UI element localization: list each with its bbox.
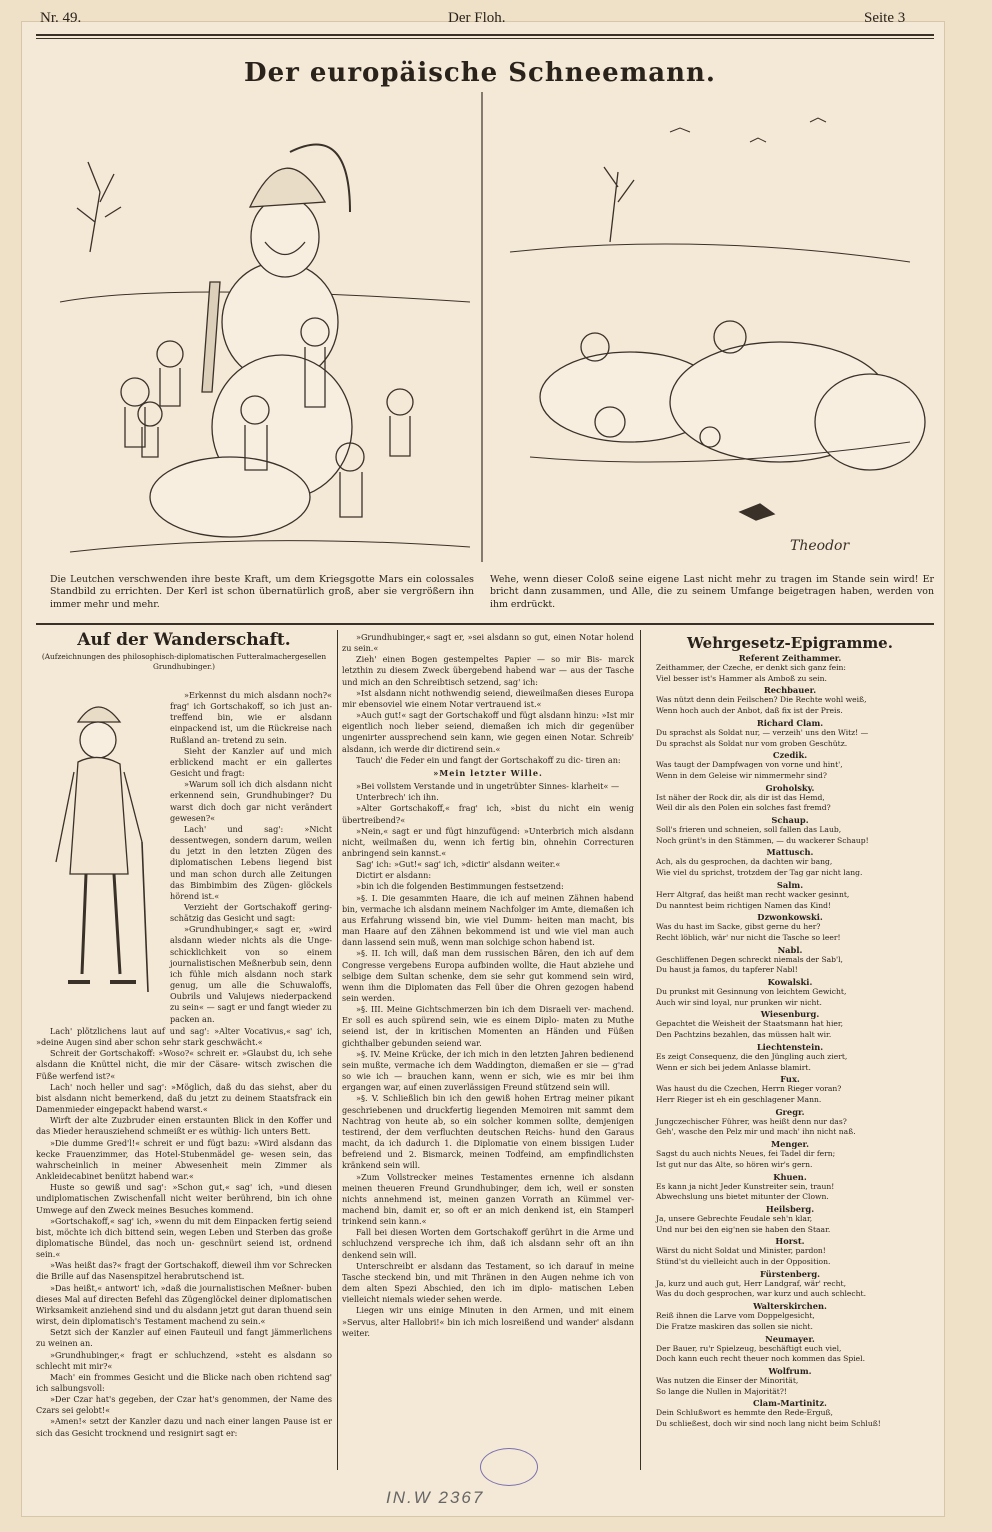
- paragraph: Zieh' einen Bogen gestempeltes Papier — so mir Bis- marck letzthin zu diesem Zweck übergebend habend war — aus der Tasche und mich an den Schreibtisch setzend, sag' ich:: [342, 654, 634, 687]
- header-rule: [36, 34, 934, 36]
- article-column-1: [36, 630, 332, 671]
- epigram-heading: Schaup.: [771, 815, 809, 826]
- paragraph: »Erkennst du mich alsdann noch?« frag' ich Gortschakoff, so ich just an- treffend bin, wie er alsdann einpackend ist, um die Rückreise nach Rußland an- tretend zu sein.: [170, 690, 332, 745]
- article-column-2: [342, 632, 634, 1339]
- epigrams-column: [646, 634, 934, 1430]
- paragraph: »Auch gut!« sagt der Gortschakoff und fügt alsdann hinzu: »Ist mir eigentlich noch lieber seiend, diemaßen ich mich dir gegenüber ungenirter aussprechend sein kann, wie gegen einen Notar. Schreib' alsdann, ich werde dir dictirend sein.«: [342, 710, 634, 754]
- epigram-line: Wenn hoch auch der Anbot, daß fix ist der Preis.: [656, 706, 843, 716]
- epigram-line: Was du doch gesprochen, war kurz und auch schlecht.: [656, 1289, 867, 1299]
- paragraph: »§. III. Meine Gichtschmerzen bin ich dem Disraeli ver- machend. Er soll es auch spürend sein, wie es einem Diplo- maten zu Muthe seiend ist, der in kritischen Momenten an Händen und Füßen gichthalber gebunden seiend war.: [342, 1004, 634, 1048]
- epigram-line: Abwechslung uns bietet mitunter der Clown.: [656, 1192, 829, 1202]
- paragraph: Verzieht der Gortschakoff gering- schätzig das Gesicht und sagt:: [170, 901, 332, 924]
- epigram-line: Soll's frieren und schneien, soll fallen das Laub,: [656, 825, 842, 835]
- paragraph: »Nein,« sagt er und fügt hinzufügend: »Unterbrich mich alsdann nicht, weilmaßen du, wenn ich fertig bin, ohnehin Correcturen anbringend sein kannst.«: [342, 825, 634, 858]
- column-rule-2: [640, 630, 641, 1470]
- epigram-heading: Rechbauer.: [763, 685, 817, 696]
- epigram-line: Ja, kurz und auch gut, Herr Landgraf, wär' recht,: [656, 1278, 846, 1288]
- epigram-line: Den Pachtzins bezahlen, das müssen halt wir.: [656, 1030, 832, 1040]
- epigram-line: Geschliffenen Degen schreckt niemals der Sab'l,: [656, 954, 843, 964]
- paragraph: Lach' und sag': »Nicht dessentwegen, sondern darum, weilen du jetzt in den letzten Zügen des diplomatischen Lebens liegend bist und man schon durch alle Zeitungen das Bimbimbim des Zügen- glöckels hörend ist.«: [170, 823, 332, 901]
- paragraph: »Grundhubinger,« fragt er schluchzend, »steht es alsdann so schlecht mit mir?«: [36, 1349, 332, 1371]
- epigram-line: Du prunkst mit Gesinnung von leichtem Gewicht,: [656, 987, 847, 997]
- paragraph: Sieht der Kanzler auf und mich erblickend macht er ein gallertes Gesicht und fragt:: [170, 745, 332, 779]
- paragraph: Mach' ein frommes Gesicht und die Blicke nach oben richtend sag' ich salbungsvoll:: [36, 1371, 332, 1393]
- library-stamp: [480, 1448, 538, 1486]
- paragraph: Liegen wir uns einige Minuten in den Armen, und mit einem »Servus, alter Hallobri!« bin ich mich losreißend und wander' alsdann weiter.: [342, 1305, 634, 1338]
- paragraph: Huste so gewiß und sag': »Schon gut,« sag' ich, »und diesen undiplomatischen Zwischenfall nicht weiter berührend, bin ich ohne Umwege auf den Zweck meines Besuches kommend.: [36, 1182, 332, 1215]
- paragraph: »Die dumme Gred'l!« schreit er und fügt bazu: »Wird alsdann das kecke Frauenzimmer, das Hotel-Stubenmädel ge- wesen sein, das wahrscheinlich in meiner Abwesenheit mein Zimmer als Ankleidecabinet benützt habend war.«: [36, 1137, 332, 1182]
- epigram-heading: Clam-Martinitz.: [753, 1398, 827, 1409]
- epigram-line: Geh', wasche den Pelz mir und mach' ihn nicht naß.: [656, 1127, 856, 1137]
- epigram-line: Wenn in dem Geleise wir nimmermehr sind?: [656, 770, 827, 780]
- column-rule-1: [337, 630, 338, 1470]
- paragraph: »Grundhubinger,« sagt er, »sei alsdann so gut, einen Notar holend zu sein.«: [342, 632, 634, 654]
- epigrams-title: Wehrgesetz-Epigramme.: [687, 634, 893, 652]
- paragraph: »Amen!« setzt der Kanzler dazu und nach einer langen Pause ist er sich das Gesicht trocknend und resignirt sagt er:: [36, 1416, 332, 1438]
- artist-signature: Theodor: [790, 538, 850, 554]
- paragraph: Tauch' die Feder ein und fangt der Gortschakoff zu dic- tiren an:: [356, 754, 621, 765]
- epigram-list: [646, 653, 934, 1430]
- paragraph: »Was heißt das?« fragt der Gortschakoff, dieweil ihm vor Schrecken die Brille auf das Nasenspitzel herabrutschend ist.: [36, 1260, 332, 1282]
- epigram-line: Was du hast im Sacke, gibst gerne du her?: [656, 922, 821, 932]
- epigram-line: So lange die Nullen in Majorität?!: [656, 1386, 787, 1396]
- left-panel-drawing: [60, 145, 470, 553]
- epigram-line: Jungczechischer Führer, was heißt denn nur das?: [656, 1116, 847, 1126]
- epigram-heading: Fux.: [780, 1074, 800, 1085]
- paragraph: »§. V. Schließlich bin ich den gewiß hohen Ertrag meiner pikant geschriebenen und druckfertig liegenden Memoiren mit sammt dem Nachtrag von heute ab, so ein solcher kommen sollte, demjenigen testirend, der dem verfluchten deutschen Reichs- hund den Garaus macht, da ich dadurch 1. die Diplomatie von einem bissigen Luder befreiend und 2. Bismarck, meinen Todfeind, am empfindlichsten kränkend sein will.: [342, 1093, 634, 1171]
- epigram-line: Was nutzen die Einser der Minorität,: [656, 1375, 799, 1385]
- epigram-heading: Fürstenberg.: [759, 1268, 821, 1279]
- paper-name: Der Floh.: [448, 10, 506, 26]
- epigram-line: Viel besser ist's Hammer als Amboß zu sein.: [656, 673, 827, 683]
- paragraph: »§. IV. Meine Krücke, der ich mich in den letzten Jahren bedienend sein mußte, vermache ich dem Waddington, diemaßen er sie — g'rad so wie ich — brauchen kann, wenn er sich, wie es mir bei ihm ergangen war, auf einen zuverlässigen Freund stützend sein will.: [342, 1048, 634, 1093]
- epigram-heading: Horst.: [775, 1236, 805, 1247]
- epigram-heading: Groholsky.: [765, 782, 815, 793]
- epigram-heading: Mattusch.: [766, 847, 814, 858]
- paragraph: Setzt sich der Kanzler auf einen Fauteuil und fangt jämmerlichens zu weinen an.: [36, 1327, 332, 1349]
- epigram-line: Der Bauer, ru'r Spielzeug, beschäftigt euch viel,: [656, 1343, 842, 1353]
- epigram-heading: Nabl.: [777, 944, 803, 955]
- caption-right: Wehe, wenn dieser Coloß seine eigene Last nicht mehr zu tragen im Stande sein wird! Er bricht dann zusammen, und Alle, die zu seinem Umfange beigetragen haben, werden von ihm erdrückt.: [490, 574, 934, 610]
- epigram-heading: Salm.: [776, 879, 804, 890]
- article-title: Auf der Wanderschaft.: [77, 630, 291, 650]
- epigram-line: Was nützt denn dein Feilschen? Die Rechte wohl weiß,: [656, 695, 867, 705]
- epigram-heading: Khuen.: [773, 1171, 807, 1182]
- paragraph: »Ist alsdann nicht nothwendig seiend, dieweilmaßen dieses Europa mir ebensoviel wie einem Notar vertrauend ist.«: [342, 687, 634, 709]
- page-number: Seite 3: [864, 10, 906, 26]
- paragraph: »Alter Gortschakoff,« frag' ich, »bist du nicht ein wenig übertreibend?«: [342, 803, 634, 825]
- article-col1-top: [170, 690, 332, 1025]
- paragraph: »Gortschakoff,« sag' ich, »wenn du mit dem Einpacken fertig seiend bist, möchte ich dich bittend sein, wegen Leben und Sterben das große diplomatische Bündel, das noch un- geschnürt seiend ist, ordnend sein.«: [36, 1215, 332, 1260]
- epigram-line: Herr Rieger ist eh ein geschlagener Mann.: [656, 1094, 822, 1104]
- paragraph: Lach' plötzlichens laut auf und sag': »Alter Vocativus,« sag' ich, »deine Augen sind aber schon sehr stark geschwächt.«: [36, 1026, 332, 1048]
- epigram-line: Weil dir als den Polen ein solches fast fremd?: [656, 803, 831, 813]
- paragraph: »Zum Vollstrecker meines Testamentes ernenne ich alsdann meinen theueren Freund Grundhubinger, dem ich, weil er sonsten nichts annehmend ist, meinen ganzen Vorrath an Kümmel ver- machend bin, damit er, so oft er an mich denkend ist, ein Stamperl trinkend sein kann.«: [342, 1171, 634, 1227]
- paragraph: »Das heißt,« antwort' ich, »daß die journalistischen Meßner- buben dieses Mal auf directen Befehl das Zügenglöckel deiner diplomatischen Wirksamkeit anziehend sind und du alsdann jetzt gut daran thuend sein wirst, dein diplomatisch's Testament machend zu sein.«: [36, 1282, 332, 1327]
- epigram-line: Du schließest, doch wir sind noch lang nicht beim Schluß!: [656, 1419, 881, 1429]
- epigram-line: Was taugt der Dampfwagen von vorne und hint',: [656, 760, 843, 770]
- header-rule-thin: [36, 38, 934, 39]
- paragraph: Dictirt er alsdann:: [356, 870, 432, 881]
- epigram-line: Zeithammer, der Czeche, er denkt sich ganz fein:: [656, 663, 846, 672]
- epigram-line: Was haust du die Czechen, Herrn Rieger voran?: [656, 1084, 842, 1094]
- epigram-line: Und nur bei den eig'nen sie haben den Staar.: [656, 1224, 831, 1234]
- epigram-line: Herr Altgraf, das heißt man recht wacker gesinnt,: [656, 889, 850, 899]
- inventory-number: IN.W 2367: [386, 1488, 485, 1507]
- issue-number: Nr. 49.: [40, 10, 82, 26]
- paragraph: »§. II. Ich will, daß man dem russischen Bären, den ich auf dem Congresse vergebens Europa aufbinden wollte, die Haut abziehe und selbige dem Sultan schenke, dem sie sehr gut kommend sein wird, wenn ihm die Diplomaten das Fell über die Ohren gezogen habend sein werden.: [342, 948, 634, 1003]
- paragraph: Schreit der Gortschakoff: »Woso?« schreit er. »Glaubst du, ich sehe alsdann die Knüttel nicht, die mir der Cäsare- witsch zwischen die Füße werfend ist?«: [36, 1048, 332, 1081]
- epigram-heading: Wiesenburg.: [760, 1009, 820, 1020]
- epigram-heading: Czedik.: [772, 750, 808, 761]
- epigram-heading: Richard Clam.: [756, 717, 824, 728]
- section-rule: [36, 623, 934, 625]
- paragraph: Unterbrech' ich ihn.: [356, 792, 439, 803]
- epigram-line: Ist näher der Rock dir, als dir ist das Hemd,: [656, 792, 825, 802]
- epigram-heading: Kowalski.: [767, 977, 813, 988]
- epigram-heading: Liechtenstein.: [756, 1041, 824, 1052]
- epigram-line: Es zeigt Consequenz, die den Jüngling auch ziert,: [656, 1051, 848, 1061]
- epigram-line: Du sprachst als Soldat nur vom groben Geschütz.: [656, 738, 848, 748]
- wanderer-illustration: [38, 692, 164, 1014]
- paragraph: »Grundhubinger,« sagt er, »wird alsdann wieder nichts als die Unge- schicklichkeit von so einem journalistischen Meßnerbub sein, denn ich fühle mich alsdann noch stark genug, um alle die Schuwaloffs, Oubrils und Valujews niederpackend zu sein« — sagt er und fangt wieder zu packen an.: [170, 924, 332, 1024]
- epigram-line: Die Fratze maskiren das sollen sie nicht.: [656, 1321, 813, 1331]
- epigram-line: Du haust ja famos, du tapferer Nabl!: [656, 965, 798, 975]
- testament-heading: »Mein letzter Wille.: [433, 767, 543, 778]
- paragraph: »bin ich die folgenden Bestimmungen festsetzend:: [356, 881, 564, 892]
- epigram-heading: Menger.: [770, 1139, 810, 1150]
- epigram-line: Wärst du nicht Soldat und Minister, pardon!: [656, 1246, 826, 1256]
- epigram-heading: Gregr.: [775, 1106, 805, 1117]
- right-panel-drawing: [510, 118, 925, 520]
- article-subtitle: (Aufzeichnungen des philosophisch-diplomatischen Futteralmachergesellen Grundhubinger.): [41, 652, 327, 671]
- epigram-line: Noch grünt's in den Stämmen, — du wackerer Schaup!: [656, 835, 869, 845]
- epigram-line: Gepachtet die Weisheit der Staatsmann hat hier,: [656, 1019, 844, 1029]
- epigram-line: Wenn er sich bei jedem Anlasse blamirt.: [656, 1062, 811, 1072]
- epigram-line: Du nanntest beim richtigen Namen das Kind!: [656, 900, 832, 910]
- epigram-heading: Dzwonkowski.: [757, 912, 823, 923]
- paragraph: Wirft der alte Zuzbruder einen erstaunten Blick in den Koffer und das Mieder herausziehend schmeißt er es wüthig- lich unters Bett.: [36, 1115, 332, 1137]
- epigram-line: Ach, als du gesprochen, da dachten wir bang,: [656, 857, 833, 867]
- epigram-heading: Referent Zeithammer.: [738, 653, 842, 663]
- paragraph: »Warum soll ich dich alsdann nicht erkennend sein, Grundhubinger? Du warst dich doch gar nicht verändert gewesen?«: [170, 779, 332, 823]
- paragraph: »§. I. Die gesammten Haare, die ich auf meinen Zähnen habend bin, vermache ich alsdann meinem Nachfolger im Amte, diemaßen ich aus Erfahrung wissend bin, wie viel Dumm- heiten man macht, bis man Haare auf den Zähnen bekommend ist und wie viel man auch dann lassend sein muß, wenn man solchige schon habend ist.: [342, 892, 634, 948]
- paragraph: »Der Czar hat's gegeben, der Czar hat's genommen, der Name des Czars sei gelobt!«: [36, 1394, 332, 1416]
- paragraph: Sag' ich: »Gut!« sag' ich, »dictir' alsdann weiter.«: [356, 859, 561, 870]
- paragraph: »Bei vollstem Verstande und in ungetrübter Sinnes- klarheit« —: [356, 781, 620, 792]
- epigram-heading: Neumayer.: [765, 1333, 815, 1344]
- epigram-line: Stünd'st du vielleicht auch in der Opposition.: [656, 1257, 831, 1267]
- epigram-line: Reiß ihnen die Larve vom Doppelgesicht,: [656, 1311, 815, 1321]
- cartoon-illustration: [50, 92, 930, 562]
- epigram-line: Du sprachst als Soldat nur, — verzeih' uns den Witz! —: [656, 727, 869, 737]
- caption-left: Die Leutchen verschwenden ihre beste Kraft, um dem Kriegsgotte Mars ein colossales Standbild zu errichten. Der Kerl ist schon übernatürlich groß, aber sie vergrößern ihn immer mehr und mehr.: [50, 574, 474, 610]
- epigram-line: Dein Schlußwort es hemmte den Rede-Erguß,: [656, 1408, 833, 1418]
- epigram-line: Ja, unsere Gebrechte Feudale seh'n klar,: [656, 1213, 813, 1223]
- epigram-heading: Heilsberg.: [765, 1203, 815, 1214]
- cartoon-title: Der europäische Schneemann.: [244, 58, 716, 88]
- epigram-line: Es kann ja nicht Jeder Kunstreiter sein, traun!: [656, 1181, 835, 1191]
- article-col1-bottom: [36, 1026, 332, 1439]
- paragraph: Fall bei diesen Worten dem Gortschakoff gerührt in die Arme und schluchzend verspreche ich ihm, daß ich alsdann sehr oft an ihn denkend sein will.: [342, 1227, 634, 1260]
- paragraph: Lach' noch heller und sag': »Möglich, daß du das siehst, aber du bist alsdann nicht bemerkend, daß du jetzt zu deinem Staatsfrack ein Damenmieder eingepackt habend warst.«: [36, 1081, 332, 1115]
- epigram-line: Ist gut nur das Alte, so hören wir's gern.: [656, 1159, 813, 1169]
- epigram-line: Auch wir sind loyal, nur prunken wir nicht.: [656, 997, 822, 1007]
- epigram-line: Sagst du auch nichts Neues, fei Tadel dir fern;: [656, 1149, 836, 1159]
- epigram-line: Doch kann euch recht theuer noch kommen das Spiel.: [656, 1354, 866, 1364]
- epigram-line: Recht löblich, wär' nur nicht die Tasche so leer!: [656, 932, 841, 942]
- epigram-line: Wie viel du sprichst, trotzdem der Tag gar nicht lang.: [656, 868, 863, 878]
- epigram-heading: Walterskirchen.: [753, 1301, 827, 1312]
- paragraph: Unterschreibt er alsdann das Testament, so ich darauf in meine Tasche steckend bin, und mit Thränen in den Augen nehme ich von dem alten Spezi Abschied, den ich im diplo- matischen Leben vielleicht niemals wieder sehen werde.: [342, 1260, 634, 1305]
- epigram-heading: Wolfrum.: [768, 1365, 812, 1376]
